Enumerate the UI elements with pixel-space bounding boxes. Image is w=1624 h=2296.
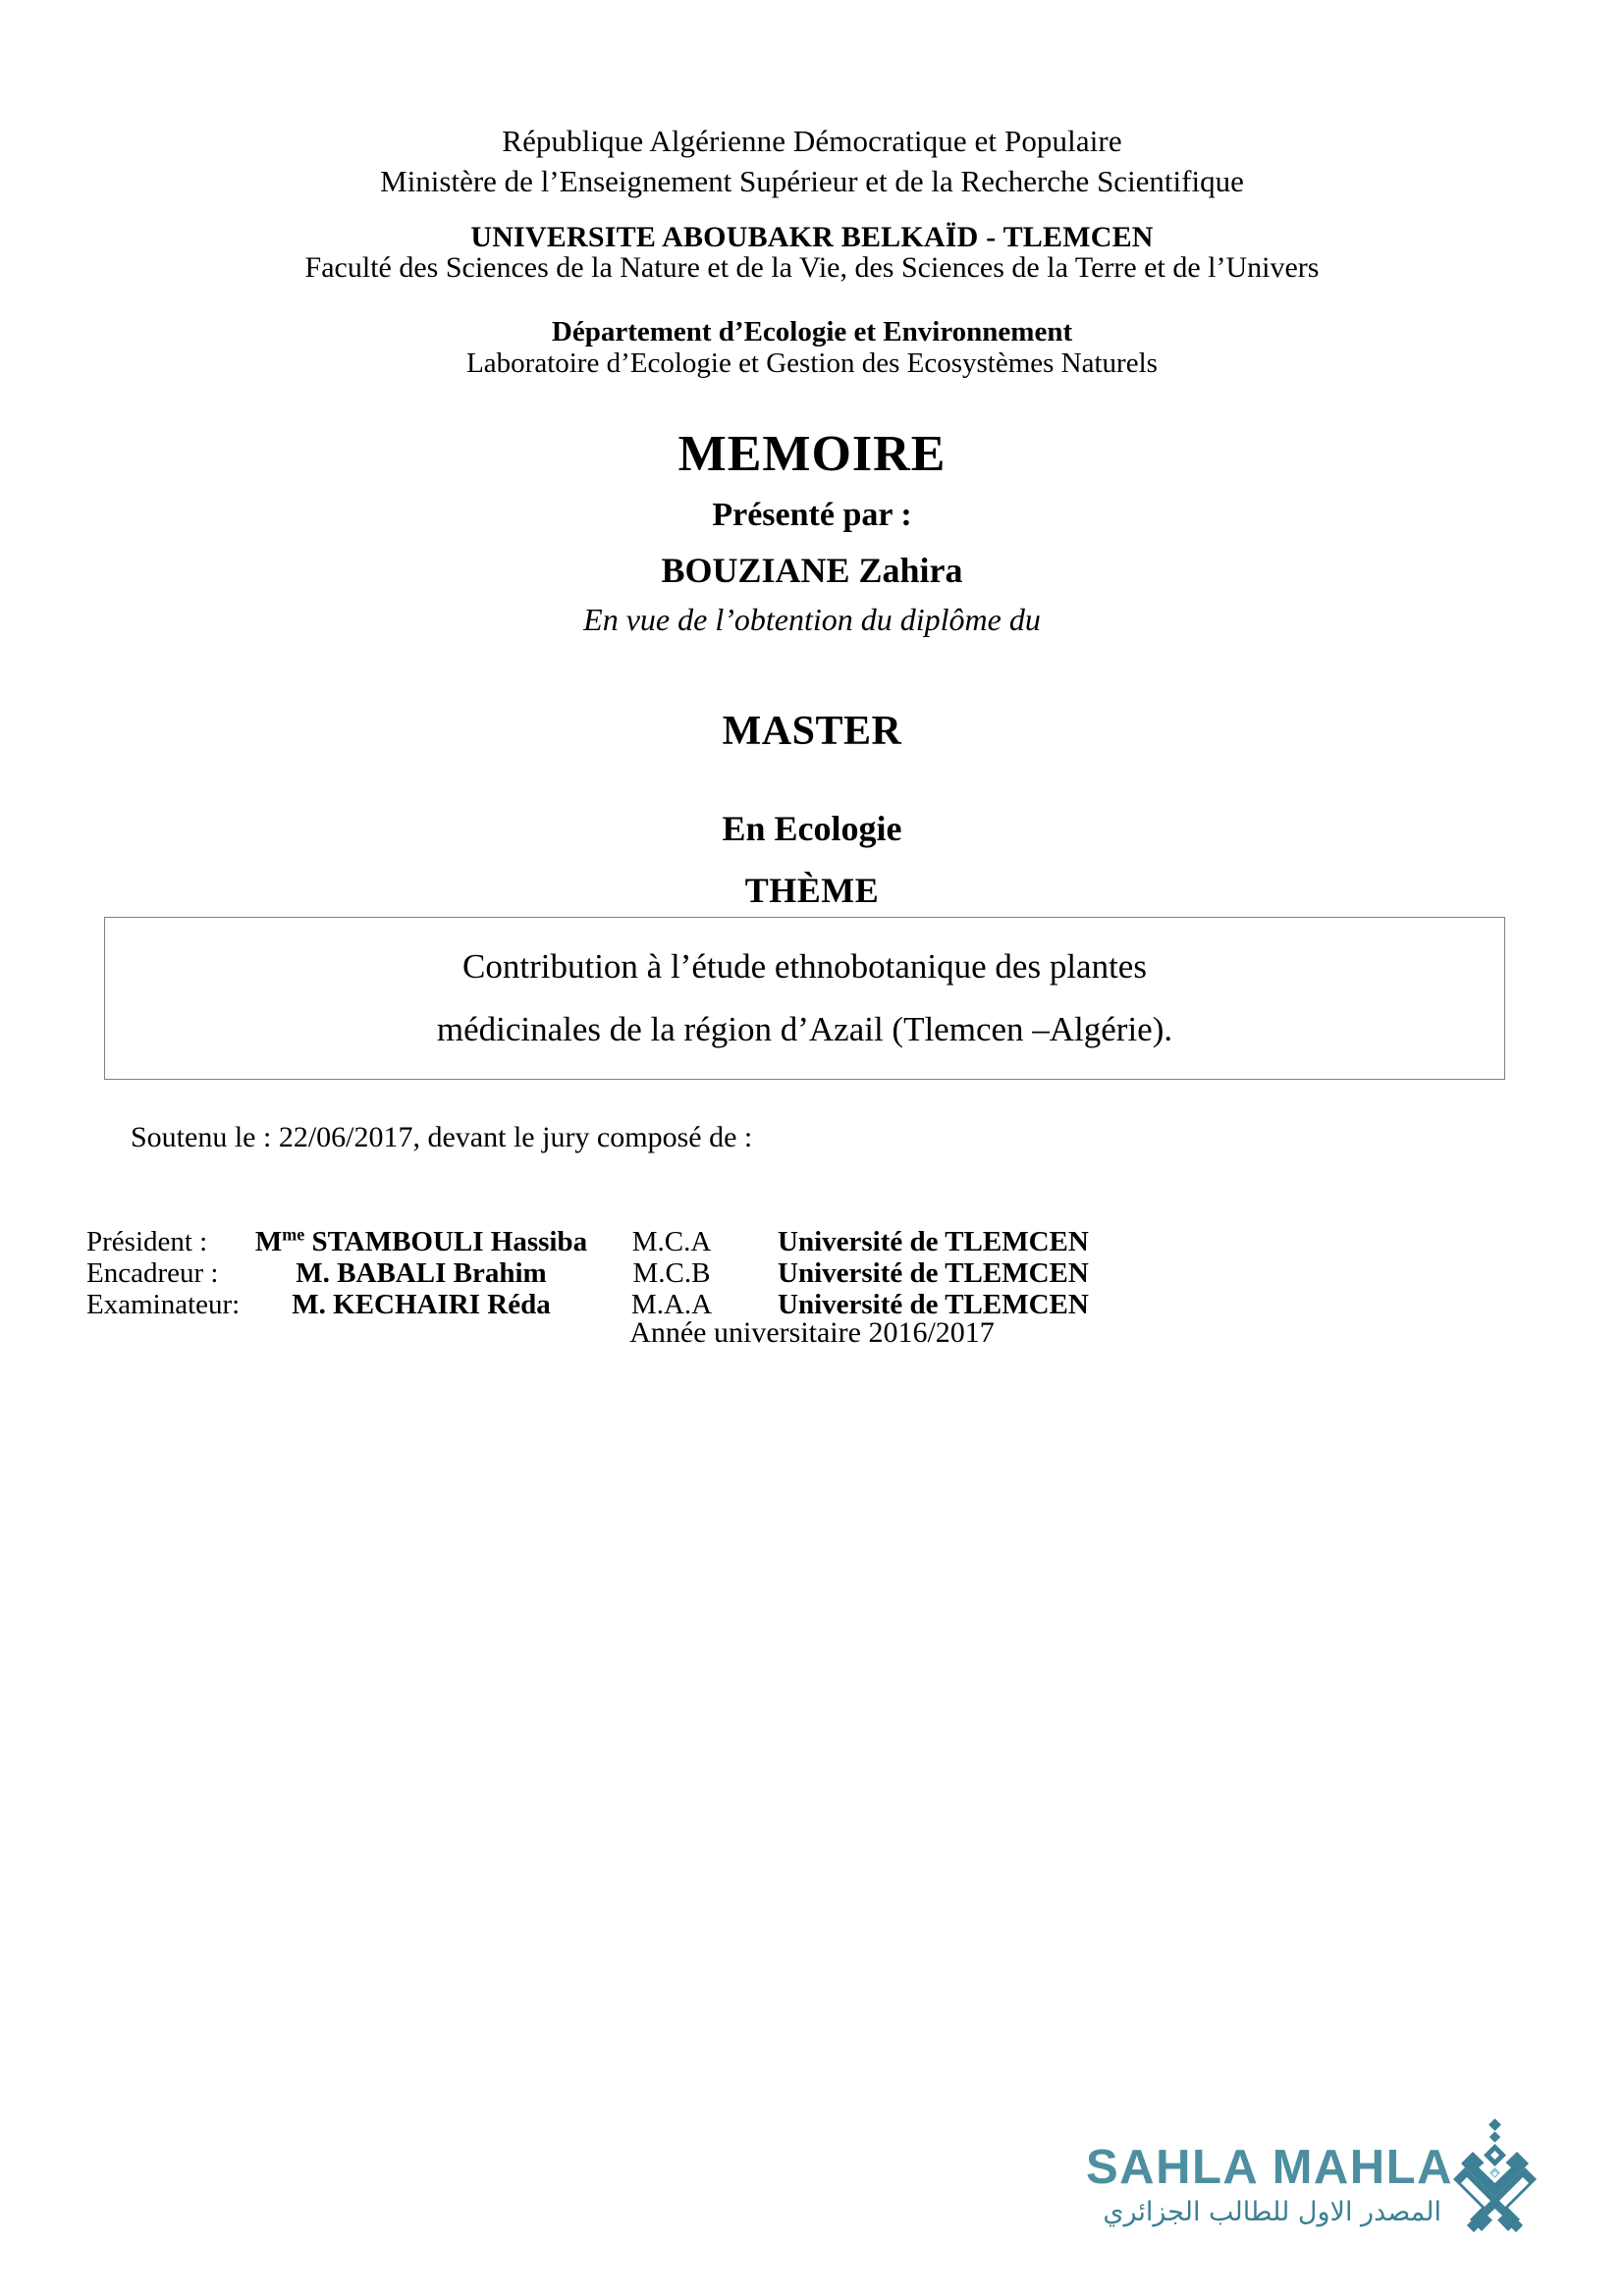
republic-line: République Algérienne Démocratique et Populaire bbox=[502, 124, 1122, 158]
table-row bbox=[82, 1226, 1536, 1257]
jury-person-name: M. KECHAIRI Réda bbox=[292, 1289, 551, 1320]
faculty-name: Faculté des Sciences de la Nature et de la Vie, des Sciences de la Terre et de l’Univers bbox=[304, 251, 1320, 284]
jury-university: Université de TLEMCEN bbox=[778, 1226, 1089, 1257]
jury-grade: M.A.A bbox=[630, 1289, 713, 1320]
sahla-mahla-logo bbox=[1086, 2118, 1547, 2251]
jury-name bbox=[249, 1226, 593, 1258]
jury-university: Université de TLEMCEN bbox=[778, 1257, 1089, 1289]
defense-statement: Soutenu le : 22/06/2017, devant le jury composé de : bbox=[131, 1121, 753, 1153]
thesis-title-box bbox=[104, 917, 1505, 1080]
diploma-purpose-line: En vue de l’obtention du diplôme du bbox=[583, 602, 1041, 637]
author-name: BOUZIANE Zahira bbox=[661, 551, 963, 590]
academic-year: Année universitaire 2016/2017 bbox=[629, 1316, 995, 1349]
degree-name: MASTER bbox=[722, 709, 902, 754]
laboratory-name: Laboratoire d’Ecologie et Gestion des Ecosystèmes Naturels bbox=[466, 347, 1158, 379]
jury-role: Examinateur: bbox=[86, 1289, 241, 1320]
jury-person-name: STAMBOULI Hassiba bbox=[304, 1226, 588, 1257]
jury-title-prefix: M bbox=[254, 1226, 283, 1257]
thesis-title-line-2: médicinales de la région d’Azail (Tlemcen –Algérie). bbox=[436, 1010, 1173, 1048]
theme-label: THÈME bbox=[744, 871, 880, 910]
logo-arabic-tagline: المصدر الاول للطالب الجزائري bbox=[1103, 2197, 1441, 2227]
university-name: UNIVERSITE ABOUBAKR BELKAÏD - TLEMCEN bbox=[470, 221, 1154, 253]
jury-role: Président : bbox=[86, 1226, 208, 1257]
presented-by-label: Présenté par : bbox=[712, 497, 912, 533]
jury-role: Encadreur : bbox=[86, 1257, 219, 1289]
table-row bbox=[82, 1257, 1536, 1289]
jury-title-suffix: me bbox=[282, 1224, 305, 1245]
thesis-title-line-1: Contribution à l’étude ethnobotanique des plantes bbox=[462, 946, 1147, 986]
jury-name bbox=[249, 1257, 593, 1290]
degree-field: En Ecologie bbox=[722, 809, 902, 848]
jury-grade: M.C.A bbox=[631, 1226, 712, 1257]
jury-grade: M.C.B bbox=[632, 1257, 711, 1289]
jury-table bbox=[82, 1226, 1536, 1320]
memoire-title: MEMOIRE bbox=[677, 426, 947, 482]
jury-person-name: M. BABALI Brahim bbox=[296, 1257, 547, 1289]
logo-wordmark: SAHLA MAHLA bbox=[1086, 2141, 1453, 2194]
department-name: Département d’Ecologie et Environnement bbox=[551, 316, 1073, 347]
ministry-line: Ministère de l’Enseignement Supérieur et de la Recherche Scientifique bbox=[380, 164, 1244, 198]
logo-ornament-icon bbox=[1439, 2118, 1549, 2246]
jury-university: Université de TLEMCEN bbox=[778, 1289, 1089, 1320]
